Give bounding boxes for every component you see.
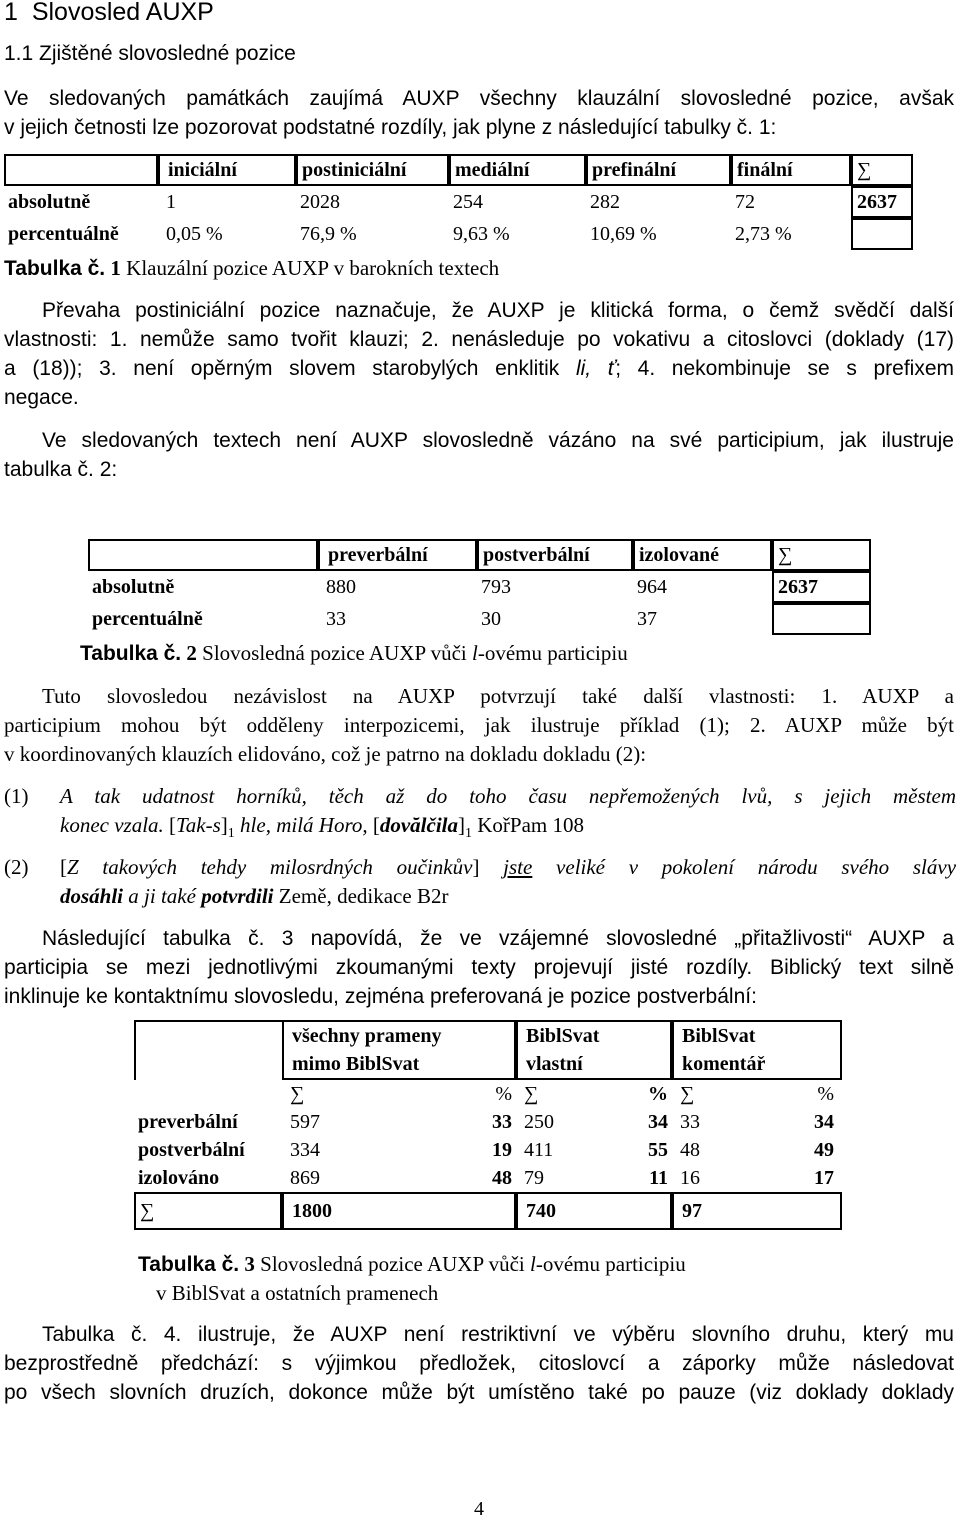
para-4-line-1: Tuto slovosledou nezávislost na AUXP potvrzují také další vlastnosti: 1. AUXP a — [42, 684, 954, 708]
sum-symbol: ∑ — [680, 1082, 695, 1105]
table-3-corner — [134, 1080, 282, 1108]
table-3-cell: 250 — [524, 1110, 554, 1133]
caption-number: 3 — [244, 1252, 255, 1276]
table-3-corner — [134, 1020, 282, 1080]
para-2-line-3 — [4, 354, 954, 383]
example-1-bracket: [ — [372, 813, 380, 837]
percent-symbol: % — [648, 1082, 668, 1105]
table-3-cell: 411 — [524, 1138, 554, 1161]
table-1-row — [4, 218, 913, 250]
example-1-bracket: ] — [458, 813, 466, 837]
table-3-cell: 48 — [492, 1166, 512, 1189]
table-2-header-row — [88, 539, 871, 571]
caption-text-end: -ovému participiu — [477, 641, 628, 665]
table-3-cell: 79 — [524, 1166, 544, 1189]
heading-1-title: Slovosled AUXP — [31, 0, 214, 26]
table-2-row-label: percentuálně — [92, 607, 203, 630]
caption-label: Tabulka č. — [80, 642, 182, 665]
example-1-text: hle, milá Horo, — [240, 813, 368, 837]
table-1-cell: 0,05 % — [166, 222, 223, 245]
table-3-total: 97 — [672, 1192, 842, 1230]
table-3-cell: 19 — [492, 1138, 512, 1161]
table-2-header: preverbální — [318, 539, 477, 571]
para-6-line-1: Tabulka č. 4. ilustruje, že AUXP není restriktivní ve výběru slovního druhu, který mu — [42, 1323, 954, 1346]
table-3-row-label: izolováno — [138, 1166, 220, 1189]
para-2-line-1: Převaha postiniciální pozice naznačuje, že AUXP je klitická forma, o čemž svědčí další — [42, 299, 954, 322]
intro-line-1: Ve sledovaných památkách zaujímá AUXP všechny klauzální slovosledné pozice, avšak — [4, 87, 954, 110]
table-1-cell: 76,9 % — [300, 222, 357, 245]
example-2-line-1 — [60, 853, 956, 882]
example-1-verb: dovălčila — [379, 813, 459, 837]
caption-italic: l — [472, 641, 478, 665]
table-1-header: prefinální — [586, 154, 731, 186]
example-1-text: Tak-s — [176, 813, 221, 837]
example-2-text: a ji také — [128, 884, 196, 908]
table-1-corner — [4, 154, 158, 186]
para-5-line-2: participia se mezi jednotlivými zkoumanými texty projevují jisté rozdíly. Biblický text silně — [4, 956, 954, 979]
example-2-text: Z takových tehdy milosrdných oučinkův — [67, 855, 473, 879]
table-3-row-label: postverbální — [138, 1138, 245, 1161]
table-3-cell: 55 — [648, 1138, 668, 1161]
intro-line-2: v jejich četnosti lze pozorovat podstatné rozdíly, jak plyne z následující tabulky č. 1: — [4, 116, 777, 139]
table-2-cell: 33 — [326, 607, 346, 630]
example-2-bracket: [ — [60, 855, 67, 879]
table-3-cell: 869 — [290, 1166, 320, 1189]
table-1-header: postiniciální — [296, 154, 449, 186]
table-2-header: izolované — [633, 539, 772, 571]
paragraph-6 — [4, 1320, 954, 1407]
table-3-cell: 49 — [814, 1138, 834, 1161]
table-3-cell: 33 — [680, 1110, 700, 1133]
table-1-row-label: percentuálně — [8, 222, 119, 245]
table-1-cell: 2,73 % — [735, 222, 792, 245]
example-1-number: (1) — [4, 784, 29, 808]
sum-symbol: ∑ — [290, 1082, 305, 1105]
table-3-row — [134, 1108, 842, 1136]
table-1-sum — [851, 218, 913, 250]
example-1-source: KořPam 108 — [477, 813, 585, 837]
table-2-cell: 793 — [481, 575, 511, 598]
table-3-total: 740 — [516, 1192, 672, 1230]
para-5-line-1: Následující tabulka č. 3 napovídá, že ve vzájemné slovosledné „přitažlivosti“ AUXP a — [42, 927, 954, 950]
para-2-line-2: vlastnosti: 1. nemůže samo tvořit klauzi; 2. nenásleduje po vokativu a citoslovci (doklady (17) — [4, 328, 954, 351]
table-3-group-line: BiblSvat — [682, 1025, 756, 1047]
table-3-group-line: mimo BiblSvat — [292, 1053, 420, 1075]
table-3-total-row — [134, 1192, 842, 1230]
table-2-sum: 2637 — [772, 571, 871, 603]
example-1-line-1: A tak udatnost horníků, těch až do toho času nepřemožených lvů, s jejich městem — [60, 784, 956, 808]
table-1-cell: 10,69 % — [590, 222, 657, 245]
example-1 — [4, 782, 956, 848]
caption-number: 2 — [186, 641, 197, 665]
table-3-cell: 33 — [492, 1110, 512, 1133]
example-1-line-2 — [60, 811, 956, 848]
paragraph-2 — [4, 296, 954, 412]
table-2-sum — [772, 603, 871, 635]
percent-symbol: % — [817, 1082, 834, 1105]
table-3-cell: 48 — [680, 1138, 700, 1161]
table-2-row-label: absolutně — [92, 575, 175, 598]
para-3-line-1: Ve sledovaných textech není AUXP slovosledně vázáno na své participium, jak ilustruje — [42, 429, 954, 452]
example-2-number: (2) — [4, 855, 29, 879]
table-3-group-line: všechny prameny — [292, 1025, 442, 1047]
heading-1-number: 1 — [4, 0, 18, 26]
caption-text: Slovosledná pozice AUXP vůči — [260, 1252, 525, 1276]
table-3-group-header — [282, 1020, 516, 1080]
intro-paragraph — [4, 84, 954, 142]
table-1-cell: 254 — [453, 190, 483, 213]
table-3-cell: 17 — [814, 1166, 834, 1189]
example-1-bracket: [ — [169, 813, 177, 837]
table-3-cell: 34 — [814, 1110, 834, 1133]
table-1-cell: 1 — [166, 190, 176, 213]
para-2-line-3-italic: li, ť — [575, 357, 616, 380]
caption-line-2: v BiblSvat a ostatních pramenech — [156, 1281, 439, 1305]
heading-1 — [4, 0, 214, 27]
para-2-line-3-b: ; 4. nekombinuje se s prefixem — [615, 357, 954, 380]
table-3-subheader-row — [134, 1080, 842, 1108]
caption-italic: l — [530, 1252, 536, 1276]
table-1-sum: 2637 — [851, 186, 913, 218]
table-1-cell: 2028 — [300, 190, 340, 213]
table-2-cell: 30 — [481, 607, 501, 630]
table-1-header: iniciální — [158, 154, 296, 186]
table-1-header: finální — [731, 154, 851, 186]
table-1-row-label: absolutně — [8, 190, 91, 213]
caption-text: Slovosledná pozice AUXP vůči — [202, 641, 467, 665]
table-3-row — [134, 1164, 842, 1192]
table-1 — [4, 154, 913, 250]
example-2-source: Země, dedikace B2r — [278, 884, 449, 908]
heading-1-1: 1.1 Zjištěné slovosledné pozice — [4, 42, 296, 65]
paragraph-4 — [4, 682, 954, 769]
table-1-header: mediální — [449, 154, 586, 186]
example-1-bracket: ] — [220, 813, 228, 837]
percent-symbol: % — [495, 1082, 512, 1105]
table-2-corner — [88, 539, 318, 571]
sum-symbol: ∑ — [851, 154, 913, 186]
example-2-verb: dosáhli — [60, 884, 124, 908]
example-2-verb: potvrdili — [201, 884, 274, 908]
table-2-caption — [80, 641, 628, 666]
total-sum-symbol: ∑ — [134, 1192, 282, 1230]
example-2-auxp: jste — [503, 855, 533, 879]
table-3-group-row — [134, 1020, 842, 1080]
example-1-index: 1 — [465, 826, 473, 842]
table-2-header: postverbální — [477, 539, 633, 571]
example-2-line-2 — [60, 882, 956, 911]
table-1-cell: 282 — [590, 190, 620, 213]
table-3-cell: 11 — [649, 1166, 668, 1189]
caption-text-end: -ovému participiu — [535, 1252, 686, 1276]
table-3-cell: 34 — [648, 1110, 668, 1133]
table-3-cell: 597 — [290, 1110, 320, 1133]
table-1-caption — [4, 256, 499, 281]
table-3-row-label: preverbální — [138, 1110, 238, 1133]
example-2-text: veliké v pokolení národu svého slávy — [556, 855, 957, 879]
example-1-index: 1 — [227, 826, 235, 842]
para-4-line-3: v koordinovaných klauzích elidováno, což je patrno na dokladu dokladu (2): — [4, 742, 647, 766]
table-1-row — [4, 186, 913, 218]
table-2-row — [88, 571, 871, 603]
paragraph-5 — [4, 924, 954, 1011]
example-2 — [4, 853, 957, 911]
table-2-cell: 37 — [637, 607, 657, 630]
caption-label: Tabulka č. — [4, 257, 106, 280]
table-3-row — [134, 1136, 842, 1164]
example-2-bracket: ] — [472, 855, 480, 879]
table-2 — [88, 539, 871, 635]
para-2-line-4: negace. — [4, 386, 79, 409]
table-3-group-line: vlastní — [526, 1053, 583, 1075]
para-4-line-2: participium mohou být odděleny interpozicemi, jak ilustruje příklad (1); 2. AUXP může být — [4, 713, 954, 737]
table-2-cell: 964 — [637, 575, 667, 598]
para-2-line-3-a: a (18)); 3. není opěrným slovem starobylých enklitik — [4, 357, 560, 380]
sum-symbol: ∑ — [524, 1082, 539, 1105]
table-2-row — [88, 603, 871, 635]
table-3-group-line: komentář — [682, 1053, 766, 1075]
para-6-line-3: po všech slovních druzích, dokonce může být umístěno také po pauze (viz doklady doklady — [4, 1381, 954, 1404]
table-3-group-line: BiblSvat — [526, 1025, 600, 1047]
table-3-group-header — [672, 1020, 842, 1080]
paragraph-3 — [4, 426, 954, 484]
caption-text: Klauzální pozice AUXP v barokních textech — [126, 256, 500, 280]
table-1-cell: 9,63 % — [453, 222, 510, 245]
table-3-total: 1800 — [282, 1192, 516, 1230]
table-3-cell: 16 — [680, 1166, 700, 1189]
table-2-cell: 880 — [326, 575, 356, 598]
example-1-text: konec vzala. — [60, 813, 164, 837]
page-number: 4 — [474, 1498, 484, 1520]
table-3-group-header — [516, 1020, 672, 1080]
para-6-line-2: bezprostředně předchází: s výjimkou předložek, citoslovcí a záporky může následovat — [4, 1352, 954, 1375]
table-3-caption — [138, 1250, 686, 1308]
caption-label: Tabulka č. — [138, 1253, 240, 1276]
sum-symbol: ∑ — [772, 539, 871, 571]
table-3 — [134, 1020, 842, 1230]
table-3-cell: 334 — [290, 1138, 320, 1161]
table-1-header-row — [4, 154, 913, 186]
table-1-cell: 72 — [735, 190, 755, 213]
caption-number: 1 — [110, 256, 121, 280]
para-5-line-3: inklinuje ke kontaktnímu slovosledu, zejména preferovaná je pozice postverbální: — [4, 985, 757, 1008]
para-3-line-2: tabulka č. 2: — [4, 458, 118, 481]
